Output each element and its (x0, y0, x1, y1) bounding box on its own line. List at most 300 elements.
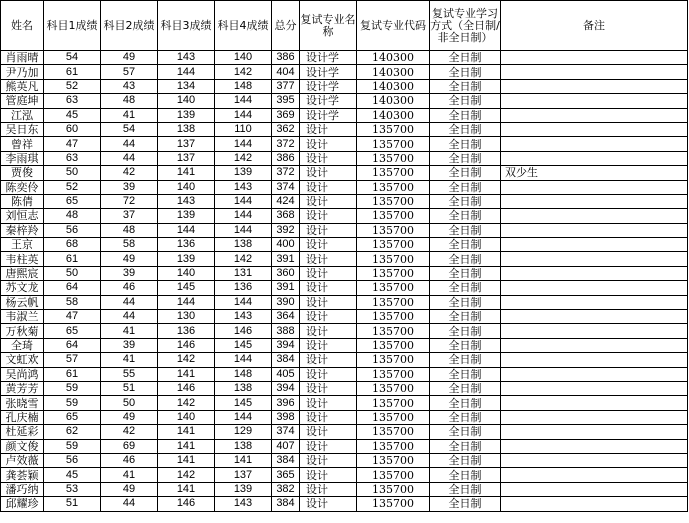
table-row (1, 180, 688, 194)
cell-subject4: 139 (215, 166, 272, 180)
cell-subject4: 142 (215, 65, 272, 79)
cell-subject2: 41 (101, 324, 158, 338)
cell-remarks (501, 338, 688, 352)
table-row (1, 94, 688, 108)
cell-name: 陈奕伶 (1, 180, 44, 194)
cell-major-code: 135700 (357, 410, 430, 424)
cell-name: 邱耀珍 (1, 497, 44, 511)
cell-name: 肖雨晴 (1, 51, 44, 65)
cell-major-code: 135700 (357, 122, 430, 136)
cell-major-name: 设计 (300, 122, 357, 136)
cell-subject1: 45 (44, 468, 101, 482)
cell-subject1: 61 (44, 252, 101, 266)
cell-study-mode: 全日制 (430, 381, 501, 395)
cell-name: 韦淑兰 (1, 310, 44, 324)
table-row (1, 381, 688, 395)
cell-major-code: 135700 (357, 439, 430, 453)
cell-name: 颜文俊 (1, 439, 44, 453)
cell-subject4: 144 (215, 94, 272, 108)
cell-remarks (501, 410, 688, 424)
cell-subject1: 64 (44, 338, 101, 352)
cell-subject4: 141 (215, 453, 272, 467)
cell-subject1: 65 (44, 324, 101, 338)
cell-name: 唐熙宸 (1, 266, 44, 280)
table-row (1, 238, 688, 252)
table-row (1, 310, 688, 324)
cell-major-name: 设计 (300, 281, 357, 295)
table-row (1, 281, 688, 295)
cell-subject4: 144 (215, 209, 272, 223)
cell-subject3: 142 (158, 396, 215, 410)
table-row (1, 482, 688, 496)
cell-subject1: 48 (44, 209, 101, 223)
cell-subject3: 144 (158, 295, 215, 309)
cell-subject1: 68 (44, 238, 101, 252)
cell-remarks (501, 396, 688, 410)
cell-study-mode: 全日制 (430, 137, 501, 151)
cell-total: 362 (272, 122, 300, 136)
cell-study-mode: 全日制 (430, 65, 501, 79)
cell-major-name: 设计 (300, 439, 357, 453)
cell-subject3: 143 (158, 194, 215, 208)
cell-subject4: 145 (215, 396, 272, 410)
cell-subject4: 148 (215, 79, 272, 93)
cell-major-code: 135700 (357, 353, 430, 367)
cell-major-name: 设计 (300, 310, 357, 324)
cell-study-mode: 全日制 (430, 310, 501, 324)
cell-remarks (501, 122, 688, 136)
cell-subject1: 50 (44, 166, 101, 180)
cell-total: 404 (272, 65, 300, 79)
cell-subject3: 139 (158, 252, 215, 266)
cell-major-code: 135700 (357, 396, 430, 410)
cell-subject3: 136 (158, 324, 215, 338)
cell-study-mode: 全日制 (430, 482, 501, 496)
cell-remarks (501, 151, 688, 165)
cell-total: 424 (272, 194, 300, 208)
cell-subject3: 141 (158, 425, 215, 439)
cell-subject3: 140 (158, 410, 215, 424)
cell-study-mode: 全日制 (430, 51, 501, 65)
cell-total: 386 (272, 151, 300, 165)
cell-major-name: 设计 (300, 194, 357, 208)
cell-subject2: 48 (101, 94, 158, 108)
table-row (1, 324, 688, 338)
cell-total: 377 (272, 79, 300, 93)
cell-subject2: 42 (101, 166, 158, 180)
cell-subject2: 55 (101, 367, 158, 381)
cell-subject3: 141 (158, 453, 215, 467)
cell-subject2: 50 (101, 396, 158, 410)
cell-major-code: 135700 (357, 180, 430, 194)
table-row (1, 338, 688, 352)
header-name: 姓名 (1, 1, 44, 51)
cell-total: 391 (272, 252, 300, 266)
cell-subject3: 146 (158, 381, 215, 395)
cell-subject3: 141 (158, 367, 215, 381)
cell-subject1: 54 (44, 51, 101, 65)
cell-subject3: 140 (158, 266, 215, 280)
cell-total: 396 (272, 396, 300, 410)
header-subject4: 科目4成绩 (215, 1, 272, 51)
cell-study-mode: 全日制 (430, 209, 501, 223)
cell-total: 364 (272, 310, 300, 324)
cell-remarks (501, 353, 688, 367)
cell-name: 杨云帆 (1, 295, 44, 309)
cell-subject4: 138 (215, 381, 272, 395)
cell-remarks (501, 425, 688, 439)
cell-name: 文虹欢 (1, 353, 44, 367)
table-row (1, 137, 688, 151)
cell-major-name: 设计 (300, 453, 357, 467)
cell-major-code: 135700 (357, 295, 430, 309)
cell-remarks (501, 367, 688, 381)
cell-major-code: 135700 (357, 252, 430, 266)
cell-total: 382 (272, 482, 300, 496)
table-row (1, 252, 688, 266)
table-row (1, 151, 688, 165)
cell-subject2: 58 (101, 238, 158, 252)
cell-study-mode: 全日制 (430, 79, 501, 93)
cell-remarks (501, 281, 688, 295)
cell-name: 管庭坤 (1, 94, 44, 108)
cell-remarks (501, 51, 688, 65)
cell-subject1: 63 (44, 94, 101, 108)
cell-subject1: 60 (44, 122, 101, 136)
cell-name: 苏文龙 (1, 281, 44, 295)
cell-subject4: 142 (215, 151, 272, 165)
cell-major-code: 140300 (357, 79, 430, 93)
cell-subject3: 139 (158, 209, 215, 223)
cell-subject2: 46 (101, 281, 158, 295)
cell-remarks (501, 137, 688, 151)
cell-study-mode: 全日制 (430, 353, 501, 367)
cell-study-mode: 全日制 (430, 396, 501, 410)
cell-subject1: 59 (44, 381, 101, 395)
cell-subject3: 144 (158, 65, 215, 79)
cell-name: 李雨琪 (1, 151, 44, 165)
cell-remarks (501, 223, 688, 237)
cell-study-mode: 全日制 (430, 425, 501, 439)
cell-name: 江泓 (1, 108, 44, 122)
cell-subject3: 140 (158, 94, 215, 108)
cell-subject2: 44 (101, 151, 158, 165)
cell-major-name: 设计学 (300, 94, 357, 108)
cell-subject1: 59 (44, 439, 101, 453)
cell-name: 张晓雪 (1, 396, 44, 410)
cell-study-mode: 全日制 (430, 439, 501, 453)
table-row (1, 425, 688, 439)
cell-total: 368 (272, 209, 300, 223)
cell-name: 吴尚鸿 (1, 367, 44, 381)
cell-name: 曾祥 (1, 137, 44, 151)
cell-subject3: 141 (158, 439, 215, 453)
cell-study-mode: 全日制 (430, 94, 501, 108)
cell-subject4: 138 (215, 439, 272, 453)
cell-name: 吴日东 (1, 122, 44, 136)
table-row (1, 223, 688, 237)
cell-subject2: 49 (101, 482, 158, 496)
cell-subject1: 47 (44, 310, 101, 324)
cell-major-name: 设计 (300, 425, 357, 439)
cell-remarks (501, 209, 688, 223)
cell-total: 395 (272, 94, 300, 108)
cell-major-name: 设计 (300, 137, 357, 151)
cell-subject4: 110 (215, 122, 272, 136)
cell-subject1: 47 (44, 137, 101, 151)
table-row (1, 79, 688, 93)
cell-subject1: 57 (44, 353, 101, 367)
cell-remarks (501, 468, 688, 482)
cell-major-name: 设计 (300, 209, 357, 223)
cell-major-name: 设计学 (300, 51, 357, 65)
cell-subject4: 145 (215, 338, 272, 352)
cell-name: 杜延彩 (1, 425, 44, 439)
cell-subject2: 41 (101, 468, 158, 482)
cell-name: 韦柱英 (1, 252, 44, 266)
cell-subject4: 136 (215, 281, 272, 295)
cell-major-name: 设计 (300, 324, 357, 338)
cell-subject2: 37 (101, 209, 158, 223)
cell-major-name: 设计学 (300, 65, 357, 79)
cell-subject3: 142 (158, 468, 215, 482)
cell-name: 孔庆楠 (1, 410, 44, 424)
cell-remarks (501, 194, 688, 208)
header-remarks: 备注 (501, 1, 688, 51)
cell-remarks (501, 497, 688, 511)
cell-study-mode: 全日制 (430, 151, 501, 165)
cell-subject3: 146 (158, 338, 215, 352)
cell-name: 龚荟颖 (1, 468, 44, 482)
cell-major-code: 135700 (357, 137, 430, 151)
cell-subject4: 131 (215, 266, 272, 280)
cell-study-mode: 全日制 (430, 122, 501, 136)
cell-major-code: 135700 (357, 151, 430, 165)
table-body (1, 51, 688, 512)
cell-subject2: 44 (101, 310, 158, 324)
cell-subject3: 141 (158, 482, 215, 496)
cell-subject3: 139 (158, 108, 215, 122)
cell-subject2: 42 (101, 425, 158, 439)
cell-subject4: 143 (215, 497, 272, 511)
table-row (1, 468, 688, 482)
cell-subject3: 137 (158, 137, 215, 151)
cell-name: 万秋菊 (1, 324, 44, 338)
cell-subject4: 140 (215, 51, 272, 65)
cell-subject4: 138 (215, 238, 272, 252)
cell-major-code: 135700 (357, 367, 430, 381)
cell-total: 405 (272, 367, 300, 381)
header-row (1, 1, 688, 51)
cell-subject4: 143 (215, 180, 272, 194)
cell-subject2: 54 (101, 122, 158, 136)
cell-subject4: 144 (215, 194, 272, 208)
cell-remarks (501, 79, 688, 93)
cell-remarks (501, 453, 688, 467)
cell-total: 384 (272, 497, 300, 511)
cell-subject2: 51 (101, 381, 158, 395)
cell-subject2: 41 (101, 353, 158, 367)
cell-major-code: 135700 (357, 281, 430, 295)
cell-major-name: 设计学 (300, 108, 357, 122)
table-row (1, 295, 688, 309)
cell-remarks (501, 439, 688, 453)
cell-study-mode: 全日制 (430, 108, 501, 122)
table-row (1, 396, 688, 410)
cell-remarks (501, 94, 688, 108)
cell-total: 392 (272, 223, 300, 237)
table-row (1, 266, 688, 280)
cell-subject1: 52 (44, 180, 101, 194)
cell-name: 秦梓羚 (1, 223, 44, 237)
cell-major-code: 135700 (357, 381, 430, 395)
cell-subject1: 64 (44, 281, 101, 295)
cell-subject4: 148 (215, 367, 272, 381)
cell-major-code: 135700 (357, 223, 430, 237)
cell-subject2: 69 (101, 439, 158, 453)
cell-subject3: 141 (158, 166, 215, 180)
cell-remarks (501, 108, 688, 122)
cell-subject2: 43 (101, 79, 158, 93)
cell-major-name: 设计 (300, 295, 357, 309)
cell-subject1: 51 (44, 497, 101, 511)
cell-major-code: 135700 (357, 209, 430, 223)
cell-subject1: 53 (44, 482, 101, 496)
cell-major-name: 设计 (300, 180, 357, 194)
cell-total: 386 (272, 51, 300, 65)
cell-total: 374 (272, 180, 300, 194)
cell-subject1: 56 (44, 223, 101, 237)
cell-subject3: 134 (158, 79, 215, 93)
table-row (1, 51, 688, 65)
cell-subject1: 65 (44, 194, 101, 208)
cell-major-code: 135700 (357, 468, 430, 482)
cell-subject4: 144 (215, 108, 272, 122)
cell-remarks (501, 238, 688, 252)
cell-subject2: 48 (101, 223, 158, 237)
cell-major-name: 设计 (300, 410, 357, 424)
cell-study-mode: 全日制 (430, 324, 501, 338)
cell-subject3: 146 (158, 497, 215, 511)
cell-subject4: 142 (215, 252, 272, 266)
cell-major-code: 135700 (357, 453, 430, 467)
cell-study-mode: 全日制 (430, 281, 501, 295)
cell-subject2: 46 (101, 453, 158, 467)
cell-major-name: 设计 (300, 238, 357, 252)
cell-subject4: 146 (215, 324, 272, 338)
cell-subject4: 129 (215, 425, 272, 439)
cell-study-mode: 全日制 (430, 180, 501, 194)
table-row (1, 497, 688, 511)
cell-subject2: 44 (101, 137, 158, 151)
cell-remarks: 双少生 (501, 166, 688, 180)
header-subject2: 科目2成绩 (101, 1, 158, 51)
cell-remarks (501, 482, 688, 496)
cell-remarks (501, 252, 688, 266)
table-row (1, 194, 688, 208)
cell-total: 394 (272, 381, 300, 395)
cell-subject4: 144 (215, 137, 272, 151)
cell-subject2: 57 (101, 65, 158, 79)
cell-total: 398 (272, 410, 300, 424)
cell-major-name: 设计 (300, 353, 357, 367)
cell-major-code: 140300 (357, 94, 430, 108)
cell-major-code: 140300 (357, 51, 430, 65)
cell-subject4: 137 (215, 468, 272, 482)
cell-major-name: 设计 (300, 338, 357, 352)
cell-study-mode: 全日制 (430, 266, 501, 280)
cell-subject3: 138 (158, 122, 215, 136)
cell-subject3: 144 (158, 223, 215, 237)
cell-major-code: 135700 (357, 425, 430, 439)
cell-subject2: 49 (101, 51, 158, 65)
cell-subject2: 49 (101, 252, 158, 266)
cell-major-name: 设计 (300, 497, 357, 511)
cell-major-code: 135700 (357, 310, 430, 324)
cell-major-code: 135700 (357, 194, 430, 208)
cell-major-name: 设计 (300, 166, 357, 180)
cell-study-mode: 全日制 (430, 223, 501, 237)
cell-total: 400 (272, 238, 300, 252)
cell-study-mode: 全日制 (430, 497, 501, 511)
cell-study-mode: 全日制 (430, 252, 501, 266)
table-header (1, 1, 688, 51)
cell-major-name: 设计 (300, 482, 357, 496)
table-row (1, 65, 688, 79)
cell-major-name: 设计 (300, 381, 357, 395)
cell-subject1: 65 (44, 410, 101, 424)
cell-subject4: 144 (215, 295, 272, 309)
cell-subject1: 62 (44, 425, 101, 439)
header-major-code: 复试专业代码 (357, 1, 430, 51)
cell-remarks (501, 180, 688, 194)
header-major-name: 复试专业名称 (300, 1, 357, 51)
cell-subject2: 44 (101, 295, 158, 309)
table-row (1, 367, 688, 381)
cell-subject3: 137 (158, 151, 215, 165)
cell-major-name: 设计 (300, 151, 357, 165)
cell-subject4: 144 (215, 410, 272, 424)
cell-major-code: 135700 (357, 338, 430, 352)
cell-major-name: 设计学 (300, 79, 357, 93)
cell-major-code: 135700 (357, 482, 430, 496)
cell-study-mode: 全日制 (430, 295, 501, 309)
cell-subject3: 130 (158, 310, 215, 324)
cell-subject1: 61 (44, 367, 101, 381)
cell-subject1: 61 (44, 65, 101, 79)
cell-study-mode: 全日制 (430, 338, 501, 352)
cell-total: 360 (272, 266, 300, 280)
cell-remarks (501, 65, 688, 79)
cell-subject3: 136 (158, 238, 215, 252)
cell-subject2: 39 (101, 180, 158, 194)
cell-major-name: 设计 (300, 367, 357, 381)
table-row (1, 209, 688, 223)
cell-total: 394 (272, 338, 300, 352)
cell-name: 卢效薇 (1, 453, 44, 467)
cell-subject3: 145 (158, 281, 215, 295)
cell-total: 372 (272, 137, 300, 151)
cell-study-mode: 全日制 (430, 410, 501, 424)
cell-remarks (501, 310, 688, 324)
cell-subject1: 50 (44, 266, 101, 280)
cell-name: 黄芳芳 (1, 381, 44, 395)
cell-study-mode: 全日制 (430, 468, 501, 482)
cell-major-code: 140300 (357, 108, 430, 122)
cell-name: 潘巧纳 (1, 482, 44, 496)
table-row (1, 410, 688, 424)
cell-major-code: 135700 (357, 266, 430, 280)
